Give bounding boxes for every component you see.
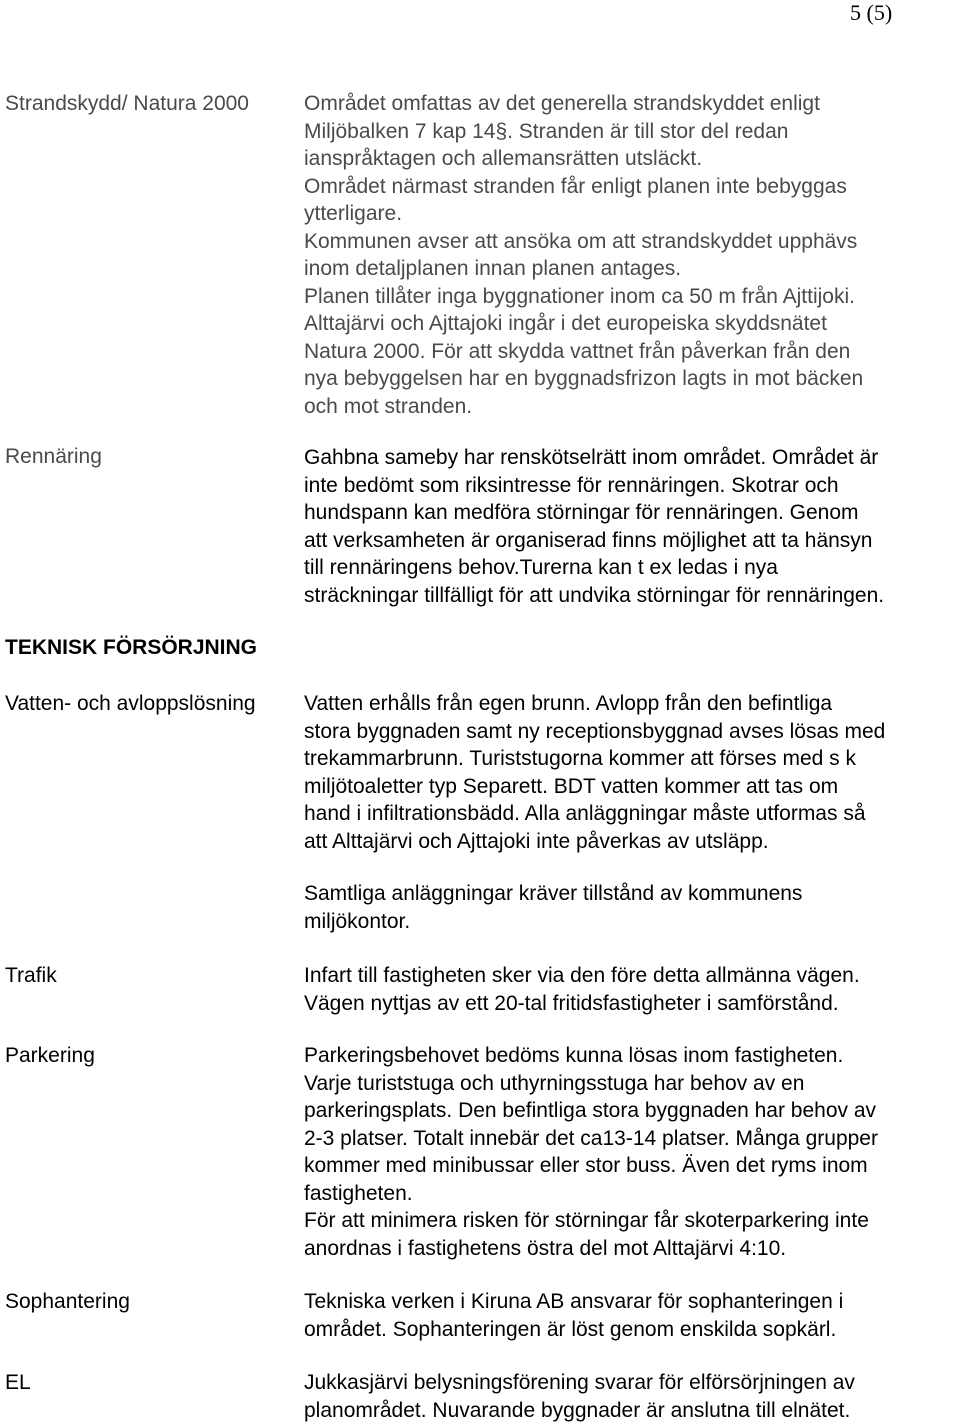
body-line: anordnas i fastighetens östra del mot Alttajärvi 4:10. (304, 1236, 787, 1260)
section-label-rennaring: Rennäring (5, 445, 102, 468)
section-body-vatten (304, 690, 954, 855)
body-line: Vägen nyttjas av ett 20-tal fritidsfastigheter i samförstånd. (304, 991, 839, 1015)
section-label-strandskydd: Strandskydd/ Natura 2000 (5, 92, 249, 115)
body-line: Kommunen avser att ansöka om att strandskyddet upphävs (304, 229, 858, 253)
body-line: fastigheten. (304, 1181, 413, 1205)
section-label-vatten: Vatten- och avloppslösning (5, 692, 256, 715)
section-body-strandskydd (304, 90, 954, 420)
body-line: stora byggnaden samt ny receptionsbyggnad avses lösas med (304, 719, 886, 743)
body-line: Jukkasjärvi belysningsförening svarar för elförsörjningen av (304, 1371, 855, 1394)
body-line: ytterligare. (304, 202, 403, 225)
body-line: nya bebyggelsen har en byggnadsfrizon lagts in mot bäcken (304, 367, 864, 390)
body-line: till rennäringens behov.Turerna kan t ex ledas i nya (304, 556, 778, 579)
body-line: inte bedömt som riksintresse för rennäringen. Skotrar och (304, 473, 839, 497)
body-line: att verksamheten är organiserad finns möjlighet att ta hänsyn (304, 528, 873, 552)
body-line: ianspråktagen och allemansrätten utsläckt. (304, 147, 703, 170)
body-line: Vatten erhålls från egen brunn. Avlopp från den befintliga (304, 692, 833, 715)
body-line: 2-3 platser. Totalt innebär det ca13-14 platser. Många grupper (304, 1126, 878, 1150)
section-body-rennaring (304, 444, 954, 609)
body-line: Natura 2000. För att skydda vattnet från påverkan från den (304, 339, 851, 363)
body-line: Varje turiststuga och uthyrningsstuga har behov av en (304, 1071, 805, 1095)
body-line: För att minimera risken för störningar får skoterparkering inte (304, 1209, 869, 1232)
body-line: planområdet. Nuvarande byggnader är anslutna till elnätet. (304, 1398, 851, 1422)
body-line: Samtliga anläggningar kräver tillstånd av kommunens (304, 882, 803, 905)
body-line: Tekniska verken i Kiruna AB ansvarar för sophanteringen i (304, 1290, 844, 1313)
body-line: Området omfattas av det generella strandskyddet enligt (304, 92, 820, 115)
section-body-vatten-2 (304, 880, 954, 935)
body-line: Alttajärvi och Ajttajoki ingår i det europeiska skyddsnätet (304, 312, 827, 335)
body-line: kommer med minibussar eller stor buss. Även det ryms inom (304, 1154, 868, 1177)
section-label-trafik: Trafik (5, 964, 57, 987)
body-line: miljökontor. (304, 909, 411, 933)
body-line: Området närmast stranden får enligt planen inte bebyggas (304, 174, 847, 198)
body-line: sträckningar tillfälligt för att undvika störningar för rennäringen. (304, 583, 885, 607)
body-line: att Alttajärvi och Ajttajoki inte påverkas av utsläpp. (304, 829, 769, 853)
body-line: Gahbna sameby har renskötselrätt inom området. Området är (304, 446, 879, 469)
section-label-parkering: Parkering (5, 1044, 95, 1067)
body-line: området. Sophanteringen är löst genom enskilda sopkärl. (304, 1317, 837, 1341)
body-line: Parkeringsbehovet bedöms kunna lösas inom fastigheten. (304, 1044, 844, 1067)
page-number: 5 (5) (850, 0, 893, 25)
section-body-parkering (304, 1042, 954, 1262)
section-body-trafik (304, 962, 954, 1017)
body-line: trekammarbrunn. Turiststugorna kommer att förses med s k (304, 747, 857, 770)
body-line: inom detaljplanen innan planen antages. (304, 257, 682, 280)
body-line: miljötoaletter typ Separett. BDT vatten kommer att tas om (304, 774, 839, 798)
body-line: Miljöbalken 7 kap 14§. Stranden är till stor del redan (304, 119, 789, 143)
body-line: Planen tillåter inga byggnationer inom ca 50 m från Ajttijoki. (304, 284, 855, 308)
body-line: parkeringsplats. Den befintliga stora byggnaden har behov av (304, 1099, 877, 1122)
body-line: Infart till fastigheten sker via den före detta allmänna vägen. (304, 964, 860, 987)
section-heading-teknisk-forsorjning: TEKNISK FÖRSÖRJNING (5, 636, 258, 659)
section-label-el: EL (5, 1371, 31, 1394)
body-line: hundspann kan medföra störningar för rennäringen. Genom (304, 501, 859, 524)
section-body-el (304, 1369, 954, 1424)
body-line: och mot stranden. (304, 394, 473, 418)
section-label-sophantering: Sophantering (5, 1290, 130, 1313)
body-line: hand i infiltrationsbädd. Alla anläggningar måste utformas så (304, 802, 866, 825)
section-body-sophantering (304, 1288, 954, 1343)
